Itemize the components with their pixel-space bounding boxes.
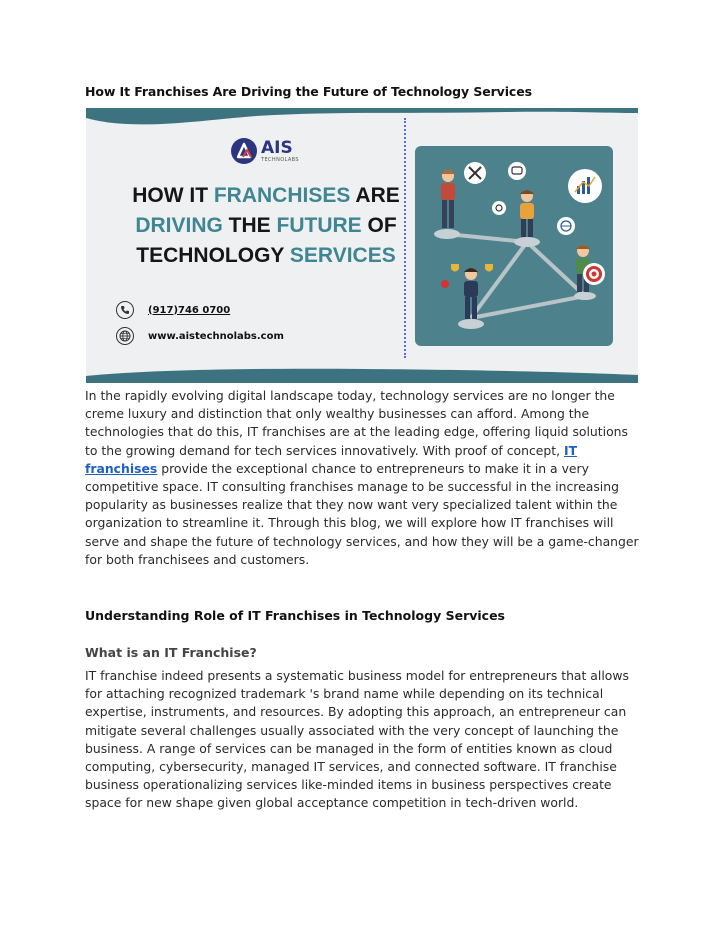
company-logo	[231, 138, 299, 164]
intro-paragraph	[85, 387, 641, 569]
intro-text-before-link: In the rapidly evolving digital landscape today, technology services are no longer the creme luxury and distinction that only wealthy businesses can afford. Among the technologies that do this, IT franchises are at the leading edge, offering liquid solutions to the growing demand for tech services innovatively. With proof of concept,	[85, 388, 628, 458]
network-illustration	[415, 146, 613, 346]
globe-icon	[116, 327, 134, 345]
headline-part: HOW IT	[132, 184, 214, 207]
section-heading: Understanding Role of IT Franchises in Technology Services	[85, 608, 505, 623]
definition-paragraph: IT franchise indeed presents a systematic business model for entrepreneurs that allows for attaching recognized trademark 's brand name while depending on its technical expertise, instruments, and resources. By adopting this approach, an entrepreneur can mitigate several challenges usually associated with the very concept of launching the business. A range of services can be managed in the form of entities known as cloud computing, cybersecurity, managed IT services, and connected software. IT franchise business operationalizing services like-minded items in business perspectives create space for new shape given global acceptance competition in tech-driven world.	[85, 668, 629, 811]
tools-icon	[464, 162, 486, 184]
intro-text-after-link: provide the exceptional chance to entrepreneurs to make it in a very competitive space. IT consulting franchises manage to be successful in the increasing popularity as businesses realize that they now want very specialized talent within the organization to streamline it. Through this blog, we will explore how IT franchises will serve and shape the future of technology services, and how they will be a game-changer for both franchisees and customers.	[85, 460, 639, 567]
chart-icon	[568, 169, 602, 203]
page-title: How It Franchises Are Driving the Future of Technology Services	[85, 84, 532, 99]
headline-highlight: SERVICES	[289, 244, 396, 267]
logo-name: AIS	[261, 137, 293, 158]
headline-part: THE	[222, 214, 277, 237]
headline-highlight: FRANCHISES	[213, 184, 351, 207]
it-franchises-link[interactable]: IT franchises	[85, 442, 578, 476]
bottom-wave-decoration	[86, 366, 638, 383]
logo-subtitle: TECHNOLABS	[261, 156, 299, 163]
gear-icon	[492, 201, 506, 215]
phone-icon	[116, 301, 134, 319]
person-figure	[441, 170, 455, 228]
headline-part: TECHNOLOGY	[136, 244, 290, 267]
chat-icon	[508, 162, 526, 180]
person-figure	[520, 190, 534, 237]
pin-icon	[441, 280, 449, 288]
phone-number: (917)746 0700	[148, 304, 231, 316]
headline-highlight: DRIVING	[135, 214, 223, 237]
website-contact	[116, 327, 284, 345]
hero-banner-image	[86, 108, 638, 383]
person-figure	[464, 268, 478, 319]
headline-part: ARE	[350, 184, 400, 207]
globe-small-icon	[557, 217, 575, 235]
target-icon	[583, 263, 605, 285]
website-url: www.aistechnolabs.com	[148, 330, 284, 342]
headline-part: OF	[361, 214, 397, 237]
top-wave-decoration	[86, 108, 638, 128]
dotted-divider	[404, 118, 406, 358]
logo-mark-icon	[231, 138, 257, 164]
headline-highlight: FUTURE	[276, 214, 362, 237]
banner-headline	[130, 181, 402, 271]
sub-heading: What is an IT Franchise?	[85, 645, 257, 660]
phone-contact	[116, 301, 230, 319]
network-icon	[415, 146, 613, 346]
